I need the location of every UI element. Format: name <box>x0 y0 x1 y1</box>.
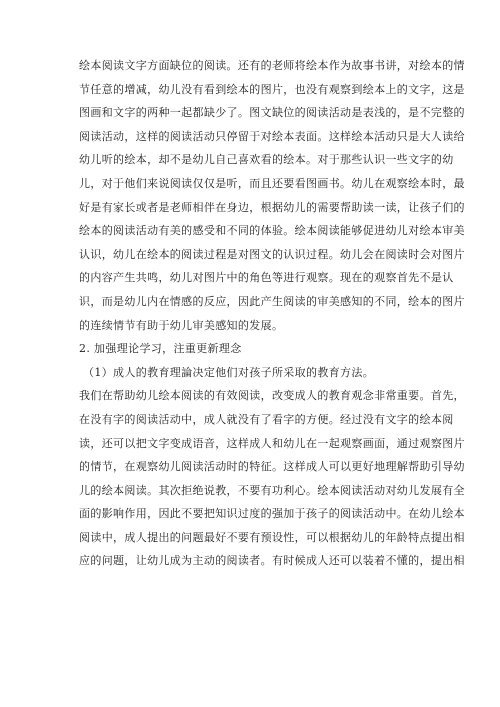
text-line: 认识，幼儿在绘本的阅读过程是对图文的认识过程。幼儿会在阅读时会对图片 <box>79 247 465 261</box>
text-line: 我们在帮助幼儿绘本阅读的有效阅读，改变成人的教育观念非常重要。首先， <box>79 389 465 403</box>
body-paragraph <box>79 384 465 573</box>
text-line: 读，还可以把文字变成语音，这样成人和幼儿在一起观察画面，通过观察图片 <box>79 436 465 450</box>
text-line: 绘本的阅读活动有美的感受和不同的体验。绘本阅读能够促进幼儿对绘本审美 <box>79 224 465 238</box>
text-line: 应的问题，让幼儿成为主动的阅读者。有时候成人还可以装着不懂的，提出相 <box>79 554 465 568</box>
text-line: 儿的绘本阅读。其次拒绝说教，不要有功利心。绘本阅读活动对幼儿发展有全 <box>79 483 465 497</box>
text-line: 在没有字的阅读活动中，成人就没有了看字的方便。经过没有文字的绘本阅 <box>79 412 454 426</box>
text-line: 儿，对于他们来说阅读仅仅是听，而且还要看图画书。幼儿在观察绘本时，最 <box>79 176 465 190</box>
text-line: 面的影响作用，因此不要把知识过度的强加于孩子的阅读活动中。在幼儿绘本 <box>79 507 465 521</box>
section-heading: 2. 加强理论学习，注重更新理念 <box>79 342 242 356</box>
text-line: 识，而是幼儿内在情感的反应，因此产生阅读的审美感知的不同，绘本的图片 <box>79 294 465 308</box>
text-line: 的连续情节有助于幼儿审美感知的发展。 <box>79 318 284 332</box>
text-line: 幼儿听的绘本，却不是幼儿自己喜欢看的绘本。对于那些认识一些文字的幼 <box>79 153 454 167</box>
text-line: 阅读中，成人提出的问题最好不要有预设性，可以根据幼儿的年龄特点提出相 <box>79 530 465 544</box>
text-line: 绘本阅读文字方面缺位的阅读。还有的老师将绘本作为故事书讲，对绘本的情 <box>79 59 465 72</box>
text-line: 的内容产生共鸣，幼儿对图片中的角色等进行观察。现在的观察首先不是认 <box>79 271 454 285</box>
body-paragraph <box>79 54 465 337</box>
text-line: 节任意的增减，幼儿没有看到绘本的图片，也没有观察到绘本上的文字，这是 <box>79 82 465 96</box>
text-line: 好是有家长或者是老师相伴在身边，根据幼儿的需要帮助读一读，让孩子们的 <box>79 200 465 214</box>
text-line: 的情节，在观察幼儿阅读活动时的特征。这样成人可以更好地理解帮助引导幼 <box>79 460 465 474</box>
text-line: 图画和文字的两种一起都缺少了。图文缺位的阅读活动是表浅的，是不完整的 <box>79 106 465 120</box>
subsection-heading: （1）成人的教育理論决定他们对孩子所采取的教育方法。 <box>83 365 375 379</box>
text-line: 阅读活动，这样的阅读活动只停留于对绘本表面。这样绘本活动只是大人读给 <box>79 129 465 143</box>
